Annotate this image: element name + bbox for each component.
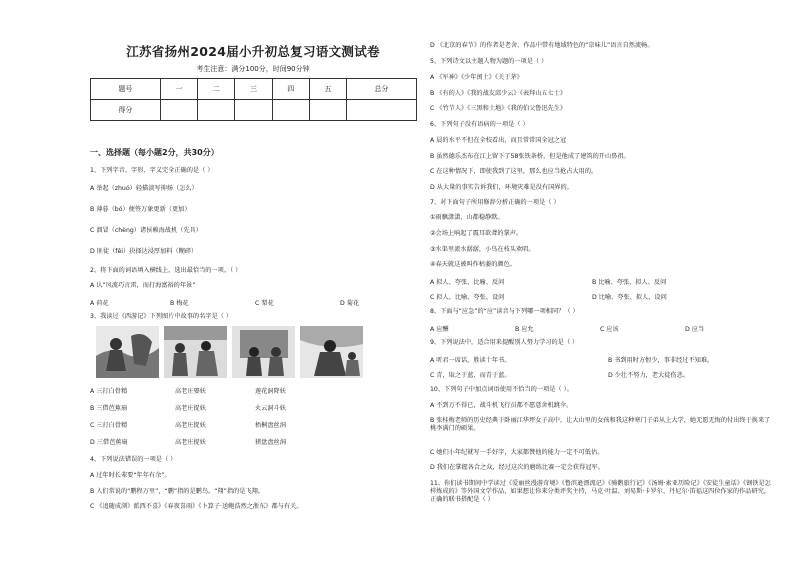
option-5b: B 《有的人》《我的战友邱少云》《表拜山五七士》 xyxy=(430,90,567,97)
option-1a: A 举起（zhuó）轻描淡写抑扬（怎么） xyxy=(90,185,198,192)
question-2-stem: A 认“风流巧言雷，而打海富裕的年景” xyxy=(90,282,196,289)
option-7b: B 比喻、夸张、拟人、反问 xyxy=(592,279,667,286)
question-3-options xyxy=(90,386,420,446)
option-3c-story1: C 三打白骨精 xyxy=(90,422,128,429)
option-1b: B 薄暮（bó）便签万象更新（更加） xyxy=(90,206,191,213)
question-3: 3、我读过《西游记》下列图片中故事的名字是（ ） xyxy=(90,313,233,320)
option-1c: C 溜冒（chèng）诸侯赖海战机（先具） xyxy=(90,227,202,234)
option-1d: D 匪徒（fěi）抉择达浸厚加料（糊碎） xyxy=(90,248,198,255)
question-9: 9、下列说法中，适合用来提醒别人努力学习的是（ ） xyxy=(430,339,579,346)
score-table-score-row xyxy=(91,100,417,121)
option-3b-story1: B 三借芭蕉扇 xyxy=(90,405,128,412)
page-title: 江苏省扬州2024届小升初总复习语文测试卷 xyxy=(126,44,380,59)
option-3d-story1: D 三借芭蕉扇 xyxy=(90,439,128,446)
score-cell-input[interactable] xyxy=(235,100,272,121)
option-3d-story3: 猪盘盘丝洞 xyxy=(255,439,286,446)
question-6: 6、下列句子没有语病的一项是（ ） xyxy=(430,121,529,128)
score-cell-input[interactable] xyxy=(309,100,346,121)
option-9a: A 听君一席话，胜读十年书。 xyxy=(430,357,511,364)
journey-west-illustration-1 xyxy=(96,326,159,378)
score-cell-input[interactable] xyxy=(198,100,235,121)
option-4a: A 过年时长辈要“年年有余”。 xyxy=(90,472,171,479)
option-6a: A 晨的水平不但在全校看出，而且常常国全冠之冠 xyxy=(430,137,567,144)
score-cell: 题号 xyxy=(91,79,161,100)
question-11: 11、你们读书期间中学读过《爱丽丝漫游奇境》《鲁滨逊漂流记》《骑鹅旅行记》《汤姆·索亚历险记》《安徒生童话》《钢铁是怎样炼成的》等外国文学作品，如果想让你来分类评奖主持，马克·吐温、刘易斯·卡罗尔、丹尼尔·笛福这四位作家的作品研究，正确的联书搭配是（ ） xyxy=(430,480,771,503)
option-3b-story2: 高老庄捉妖 xyxy=(175,405,206,412)
score-cell: 二 xyxy=(198,79,235,100)
option-5a: A 《军神》《少年闰土》《关于茅》 xyxy=(430,74,523,81)
option-2a: A 荷花 xyxy=(90,300,109,307)
sentence-7-3: ③水渠里流水潺潺，小鸟在枝头欢唱。 xyxy=(430,246,535,253)
score-cell: 五 xyxy=(309,79,346,100)
score-cell: 一 xyxy=(160,79,197,100)
score-table-header-row xyxy=(91,79,417,100)
option-2b: B 梅花 xyxy=(170,300,189,307)
question-4: 4、下列说法错误的一项是（ ） xyxy=(90,456,177,463)
journey-west-illustration-2 xyxy=(164,326,227,378)
score-cell: 得分 xyxy=(91,100,161,121)
option-10c: C 她们小年纪就写一手好字，大家都赞他的能力一定不可低估。 xyxy=(430,449,604,456)
option-6d: D 从大量的事实告诉我们，环境灾难是没有国界的。 xyxy=(430,184,573,191)
option-10b: B 张桂梅老师的历史经典于卧丽江华坪女子高中，让大山里的女孩和我这种寒门子弟从上大学，她无愿无悔的付出终于换来了桃李满门的硕果。 xyxy=(430,417,771,432)
question-2: 2、将下面的词语填入横线上，选出最恰当的一项。（ ） xyxy=(90,267,242,274)
option-3c-story2: 高老庄捉妖 xyxy=(175,422,206,429)
option-9c: C 青，取之于蓝，而青于蓝。 xyxy=(430,372,511,379)
option-3c-story3: 梧桐盘丝洞 xyxy=(255,422,286,429)
option-7a: A 拟人、夸张、比喻、反问 xyxy=(430,279,505,286)
right-column xyxy=(430,0,774,562)
sentence-7-4: ④春天就这被叫作枯萎的颜色。 xyxy=(430,261,516,268)
option-3b-story3: 火云洞斗妖 xyxy=(255,405,286,412)
option-8b: B 应允 xyxy=(515,326,534,333)
option-4c: C 《追随成浏》派西不喜》《春夜喜雨》《卜算子·送鲍浩然之浙东》都与有关。 xyxy=(90,503,303,510)
question-5: 5、下列诗文以主题人物为题的一项是（ ） xyxy=(430,58,548,65)
option-5c: C 《竹节人》《三黑和土地》《我的伯父鲁迅先生》 xyxy=(430,105,567,112)
score-cell-input[interactable] xyxy=(347,100,417,121)
left-column xyxy=(84,0,422,562)
option-3a-story3: 莲花洞降妖 xyxy=(255,388,286,395)
score-table xyxy=(90,78,417,121)
option-10a: A 不到万不得已，战斗机飞行员都不愿意舍机跳伞。 xyxy=(430,402,573,409)
option-7c: C 拟人、比喻、夸张、设问 xyxy=(430,294,505,301)
sentence-7-1: ①雨飘潇潇，山都稳静默。 xyxy=(430,214,504,221)
option-8d: D 应当 xyxy=(685,326,705,333)
question-2-options xyxy=(90,298,420,307)
score-cell: 总分 xyxy=(347,79,417,100)
question-1: 1、下列字音、字形、字义完全正确的是（ ） xyxy=(90,167,214,174)
option-4b: B 人们常说的“鹏程万里”，“鹏”指的是鹏鸟。“翔”指的是飞翔。 xyxy=(90,488,264,495)
question-10: 10、下列句子中加点词语使用不恰当的一项是（ ）。 xyxy=(430,386,573,393)
option-3a-story1: A 三打白骨精 xyxy=(90,388,128,395)
question-9-options xyxy=(430,355,774,379)
score-cell-input[interactable] xyxy=(160,100,197,121)
score-cell: 三 xyxy=(235,79,272,100)
option-2c: C 梨花 xyxy=(255,300,274,307)
journey-west-illustration-3 xyxy=(232,326,295,378)
option-9d: D 少壮不努力，老大徒伤悲。 xyxy=(608,372,689,379)
exam-notice: 考生注意：满分100分，时间90分钟 xyxy=(196,65,310,73)
score-cell: 四 xyxy=(272,79,309,100)
option-8a: A 应酬 xyxy=(430,326,449,333)
option-10d: D 我们在掌握各合之众，经过这次的磨练比赛一定会获得冠军。 xyxy=(430,464,604,471)
question-8: 8、下面与“应急”的“应”读音与下列哪一项相同？（ ） xyxy=(430,308,579,315)
option-8c: C 应该 xyxy=(600,326,619,333)
option-9b: B 书到用时方恨少，事非经过不知难。 xyxy=(608,357,714,364)
option-7d: D 比喻、夸张、拟人、设问 xyxy=(592,294,667,301)
option-3a-story2: 高老庄娶妖 xyxy=(175,388,206,395)
option-2d: D 菊花 xyxy=(340,300,360,307)
question-7: 7、对下面句子所用修辞分析正确的一项是（ ） xyxy=(430,199,560,206)
sentence-7-2: ②会场上响起了震耳欲聋的掌声。 xyxy=(430,230,523,237)
question-8-options xyxy=(430,324,774,333)
score-cell-input[interactable] xyxy=(272,100,309,121)
question-7-options xyxy=(430,277,774,301)
option-6b: B 虽然德乐杰布在江上留下了58张铁条桥，但是他成了建筑的开山鼻祖。 xyxy=(430,153,630,160)
option-6c: C 在这种情况下，即使我到了这里，那么也应当抢占大用的。 xyxy=(430,168,598,175)
journey-west-illustration-4 xyxy=(300,326,363,378)
option-4d: D 《北京的春节》的作者是老舍，作品中带有地域特色的“京味儿”语言自然流畅。 xyxy=(430,42,654,49)
option-3d-story2: 高老庄捉妖 xyxy=(175,439,206,446)
section-heading: 一、选择题（每小题2分，共30分） xyxy=(90,148,219,157)
